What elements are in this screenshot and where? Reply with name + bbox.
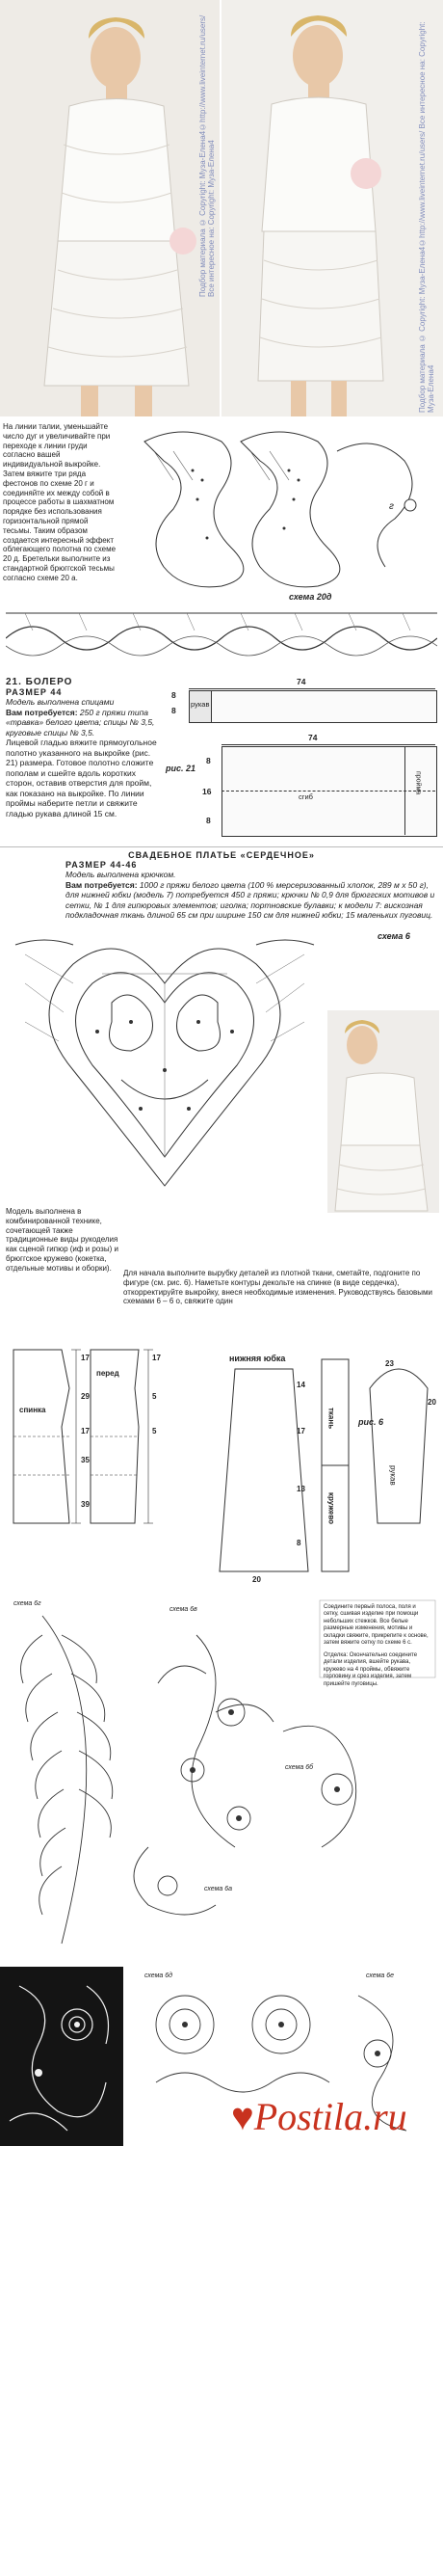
pattern-fig-label: рис. 6 [358, 1417, 384, 1427]
photo-credit-left: Подбор материала © Copyright: Муза-Елена4©http://www.liveinternet.ru/users/ Все интересное на: Copyright: Муза-Елена4 [198, 14, 216, 297]
belt-instructions: На линии талии, уменьшайте число дуг и увеличивайте при переходе к линии груди согласно вашей индивидуальной выкройке. Затем вяжите три ряда фестонов по схеме 20 г и соединяйте их между собой в процессе работы в шахматном порядке без использования горизонтальной прямой тесьмы. Таким образом создается интересный эффект облегающего полотна по схеме 20 д. Бретельки выполните из стандартной брюггской тесьмы согласно схеме 20 а. [3, 422, 117, 582]
dress-model-text: Модель выполнена в комбинированной технике, сочетающей также традиционные виды рукоделия как сценой гипюр (иф и розы) и брюггское кружево (кокетка, отдельные мотивы и оборки). [6, 1207, 118, 1273]
dim-left2: 8 [171, 706, 176, 715]
dim-m2: 16 [202, 787, 212, 796]
dim-armhole: пройма [414, 771, 422, 795]
pattern-num-9: 20 [252, 1575, 261, 1584]
lace-swatch-illustration [0, 1967, 123, 2146]
pattern-num-12: 13 [297, 1485, 305, 1493]
bolero-section [6, 677, 160, 818]
pattern-num-10: 14 [297, 1381, 305, 1389]
bolero-pattern-top [164, 677, 437, 725]
motif-schemes-diagram [4, 1597, 439, 1963]
dim-sleeve: рукав [191, 700, 210, 709]
dress-need-label: Вам потребуется: [65, 879, 138, 890]
photo-credit-right: Подбор материала © Copyright: Муза-Елена4©http://www.liveinternet.ru/users/ Все интересное на: Copyright: Муза-Елена4 [418, 21, 435, 413]
pattern-underskirt-label: нижняя юбка [229, 1354, 286, 1363]
dim-mid-top: 74 [308, 733, 318, 742]
pattern-num-13: 8 [297, 1539, 301, 1547]
pattern-fabric-label: ткань [326, 1408, 336, 1430]
photo-model-small [327, 1010, 439, 1213]
scheme-6-label: схема 6 [378, 931, 410, 941]
divider-1 [0, 846, 443, 847]
dress-header [6, 850, 437, 921]
bolero-need-label: Вам потребуется: [6, 707, 78, 717]
motif-label-6b: схема 6б [285, 1764, 314, 1771]
scheme-label-20d: схема 20д [289, 592, 332, 602]
bolero-technique: Модель выполнена спицами [6, 697, 115, 707]
motif-label-6v: схема 6в [169, 1606, 197, 1613]
dress-size: РАЗМЕР 44-46 [65, 860, 138, 870]
dress-start-text: Для начала выполните вырубку деталей из плотной ткани, сметайте, подгоните по фигуре (см. рис. 6). Наметьте контуры декольте на спинке (в виде сердечка), откорректируйте выкройку, внеся необходимые изменения. Руководствуясь базовыми схемами 6 – 6 о, свяжите один [123, 1269, 432, 1306]
motif-label-6g: схема 6г [13, 1600, 41, 1607]
pattern-lace-label: кружево [326, 1492, 336, 1525]
scheme-6-heart-lace-diagram [6, 926, 324, 1200]
pattern-num-14: 23 [385, 1359, 394, 1368]
pattern-num-1: 17 [81, 1354, 90, 1362]
scheme-20d-wave-diagram [6, 607, 437, 669]
fig-21-label: рис. 21 [166, 764, 196, 773]
pattern-num-6: 17 [152, 1354, 161, 1362]
bolero-need-text: 250 г пряжи типа «травка» белого цвета; спицы № 3,5, круговые спицы № 3,5. [6, 707, 155, 738]
pattern-num-5: 39 [81, 1500, 90, 1509]
pattern-sleeve-label: рукав [388, 1465, 398, 1486]
dress-need-text: 1000 г пряжи белого цвета (100 % мерсеризованный хлопок, 289 м x 50 г), для нижней юбки (модель 7) потребуется 450 г пряжи; крючки № 0,9 для брюггских мотивов и сетки, № 1 для гипюровых элементов; иголка; портновские булавки; к модели 7: вискозная подкладочная ткань длиной 65 см при ширине 150 см для нижней юбки; 15 маленьких пуговиц. [65, 879, 435, 920]
motif-label-6a: схема 6а [204, 1886, 233, 1892]
scheme-label-g: г [389, 501, 394, 512]
dress-technique: Модель выполнена крючком. [65, 870, 176, 879]
heart-icon: ♥ [231, 2096, 254, 2138]
dim-fold: сгиб [299, 792, 313, 801]
pattern-front-label: перед [96, 1369, 119, 1378]
motif-label-6e: схема 6е [366, 1972, 395, 1979]
pattern-num-3: 17 [81, 1427, 90, 1436]
dim-m3: 8 [206, 816, 211, 825]
model-left-illustration [0, 0, 220, 416]
bolero-size: РАЗМЕР 44 [6, 687, 63, 697]
pattern-num-4: 35 [81, 1456, 90, 1464]
motif-info-text: Соедините первый полоса, поля и сетку, сшивая изделие при помощи небольших стежков. Все белые размерные изменения, мотивы и складки свяжите, прикрепите к основе, затем вяжите сетку по схеме 6 с. [324, 1604, 429, 1647]
pattern-num-2: 29 [81, 1392, 90, 1401]
motif-info-text2: Отделка: Окончательно соедините детали изделия, вшейте рукава, кружево на 4 проймы, обвяжите горловину и срез изделия, затем пришейте пуговицы. [324, 1652, 418, 1687]
dim-m1: 8 [206, 756, 211, 765]
motif-label-6d: схема 6д [144, 1972, 172, 1979]
pattern-num-15: 20 [428, 1398, 436, 1407]
pattern-num-7: 5 [152, 1392, 157, 1401]
photo-right [222, 0, 443, 416]
dress-title: СВАДЕБНОЕ ПЛАТЬЕ «СЕРДЕЧНОЕ» [128, 850, 315, 860]
dim-left1: 8 [171, 690, 176, 700]
postila-brand-name: Postila.ru [253, 2095, 407, 2138]
bolero-pattern-main [164, 733, 437, 839]
lace-swatch-photo [0, 1967, 123, 2146]
model-small-illustration [327, 1010, 439, 1213]
model-right-illustration [222, 0, 443, 416]
photo-left [0, 0, 220, 416]
pattern-num-11: 17 [297, 1427, 305, 1436]
postila-logo [231, 2094, 407, 2139]
dress-pattern-fig6 [4, 1330, 439, 1591]
dim-top: 74 [297, 677, 306, 686]
pattern-num-8: 5 [152, 1427, 157, 1436]
bolero-body-text: Лицевой гладью вяжите прямоугольное полотно указанного на выкройке (рис. 21) размера. Готовое полотно сложите пополам и сшейте вдоль коротких сторон, оставив отверстия для пройм, как показано на выкройке. По линии проймы наберите петли и свяжите гладью рукава длиной 15 см. [6, 738, 157, 818]
bolero-title: 21. БОЛЕРО [6, 677, 73, 687]
pattern-back-label: спинка [19, 1406, 46, 1414]
